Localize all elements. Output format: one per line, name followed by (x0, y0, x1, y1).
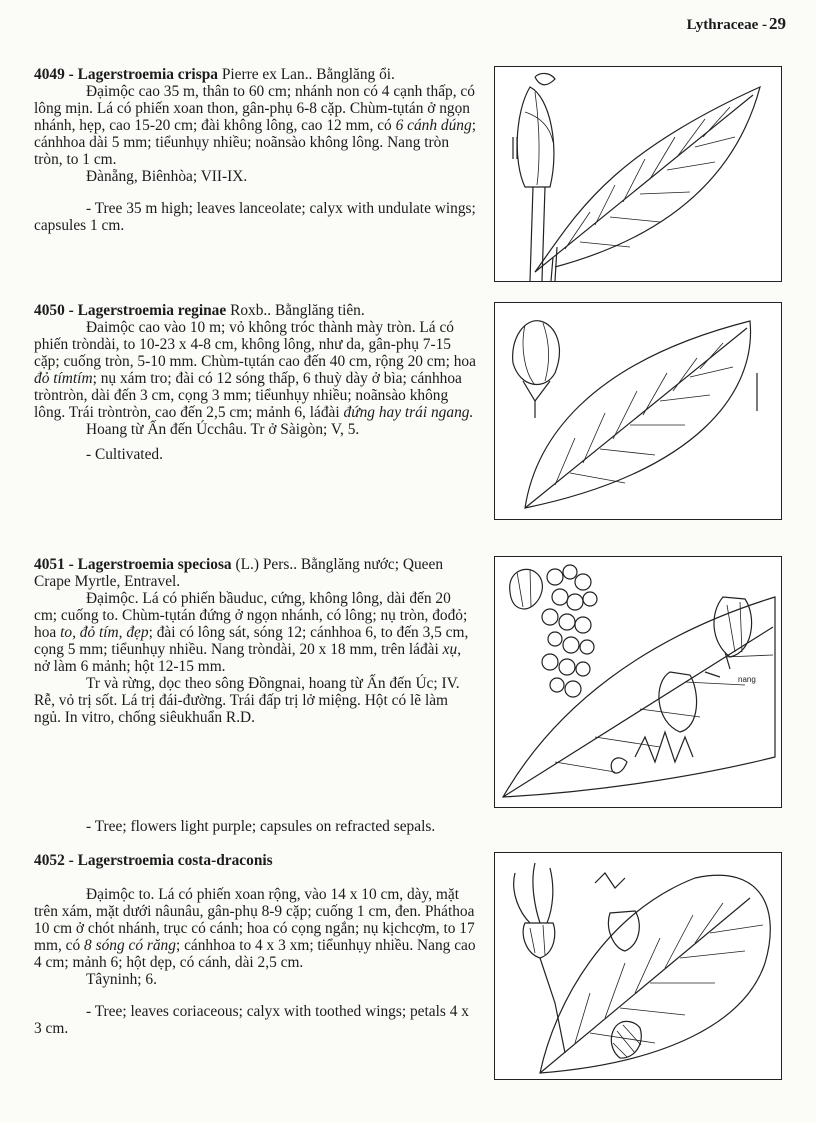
distribution: Hoang từ Ấn đến Úcchâu. Tr ở Sàigòn; V, 5. (86, 421, 360, 438)
entry-4052 (34, 852, 476, 1037)
family-name: Lythraceae (686, 17, 759, 33)
illustration-lagerstroemia-costa-draconis (494, 852, 782, 1080)
description-vn: Đạimộc to. Lá có phiến xoan rộng, vào 14 x 10 cm, dày, mặt trên xám, mặt dưới nâunâu, gân-phụ 8-9 cặp; cuống 1 cm, đen. Pháthoa 10 cm ở chót nhánh, trục có cánh; hoa có cọng ngắn; nụ kịchcợm, to 17 mm, có 8 sóng có răng; cánhhoa to 4 x 3 xm; tiểunhụy nhiều. Nang cao 4 cm; mảnh 6; hột dẹp, có cánh, dài 2,5 cm. (34, 886, 476, 971)
description-en: - Tree 35 m high; leaves lanceolate; calyx with undulate wings; capsules 1 cm. (34, 200, 476, 234)
running-header: Lythraceae - 29 (686, 14, 786, 33)
distribution: Tr và rừng, dọc theo sông Đồngnai, hoang từ Ấn đến Úc; IV. Rễ, vỏ trị sốt. Lá trị đái-đường. Trái đấp trị lở miệng. Hột có lẽ làm ngủ. In vitro, chống siêukhuẩn R.D. (34, 675, 460, 726)
illustration-lagerstroemia-reginae (494, 302, 782, 520)
entry-4049 (34, 66, 476, 234)
entry-4051 (34, 556, 476, 726)
illustration-lagerstroemia-speciosa (494, 556, 782, 808)
figure-label-nang: nang (738, 675, 756, 684)
entry-title: 4051 - Lagerstroemia speciosa (L.) Pers.. Bằnglăng nước; Queen Crape Myrtle, Entravel. (34, 556, 444, 590)
description-vn: Đaimộc cao vào 10 m; vỏ không tróc thành mày tròn. Lá có phiến tròndài, to 10-23 x 4-8 cm, không lông, như da, gân-phụ 7-15 cặp; cuống tròn, 5-10 mm. Chùm-tụtán cao đến 40 cm, rộng 20 cm; hoa đỏ tímtím; nụ xám tro; đài có 12 sóng thấp, 6 thuỳ dày ở bìa; cánhhoa tròntròn, dài đến 3 cm, cọng 3 mm; tiểunhụy nhiều; noãnsào không lông. Trái tròntròn, cao đến 2,5 cm; mảnh 6, láđài đứng hay trái ngang. (34, 319, 476, 421)
distribution: Tâyninh; 6. (86, 971, 157, 988)
description-en: - Cultivated. (86, 446, 163, 463)
entry-title: 4052 - Lagerstroemia costa-draconis (34, 852, 273, 869)
description-en: - Tree; leaves coriaceous; calyx with toothed wings; petals 4 x 3 cm. (34, 1003, 469, 1037)
entry-title: 4050 - Lagerstroemia reginae Roxb.. Bằnglăng tiên. (34, 302, 365, 319)
illustration-lagerstroemia-crispa (494, 66, 782, 282)
description-vn: Đạimộc. Lá có phiến bầuduc, cứng, không lông, dài đến 20 cm; cuống to. Chùm-tụtán đứng ở ngọn nhánh, có lông; nụ tròn, đođỏ; hoa to, đỏ tím, đẹp; đài có lông sát, sóng 12; cánhhoa 6, to đến 3,5 cm, cọng 5 mm; tiểunhụy nhiều. Nang tròndài, 20 x 18 mm, trên láđài xụ, nở làm 6 mảnh; hột 12-15 mm. (34, 590, 469, 675)
page-number: 29 (769, 14, 786, 33)
description-vn: Đạimộc cao 35 m, thân to 60 cm; nhánh non có 4 cạnh thấp, có lông mịn. Lá có phiến xoan thon, gân-phụ 6-8 cặp. Chùm-tụtán ở ngọn nhánh, hẹp, cao 15-20 cm; đài không lông, cao 12 mm, có 6 cánh dúng; cánhhoa dài 5 mm; tiểunhụy nhiều; noãnsào không lông. Nang tròn tròn, to 1 cm. (34, 83, 476, 168)
entry-4050 (34, 302, 476, 463)
entry-title: 4049 - Lagerstroemia crispa Pierre ex Lan.. Bằnglăng ổi. (34, 66, 395, 83)
distribution: Đànẵng, Biênhòa; VII-IX. (86, 168, 248, 185)
description-en-4051: - Tree; flowers light purple; capsules on refracted sepals. (86, 818, 436, 835)
